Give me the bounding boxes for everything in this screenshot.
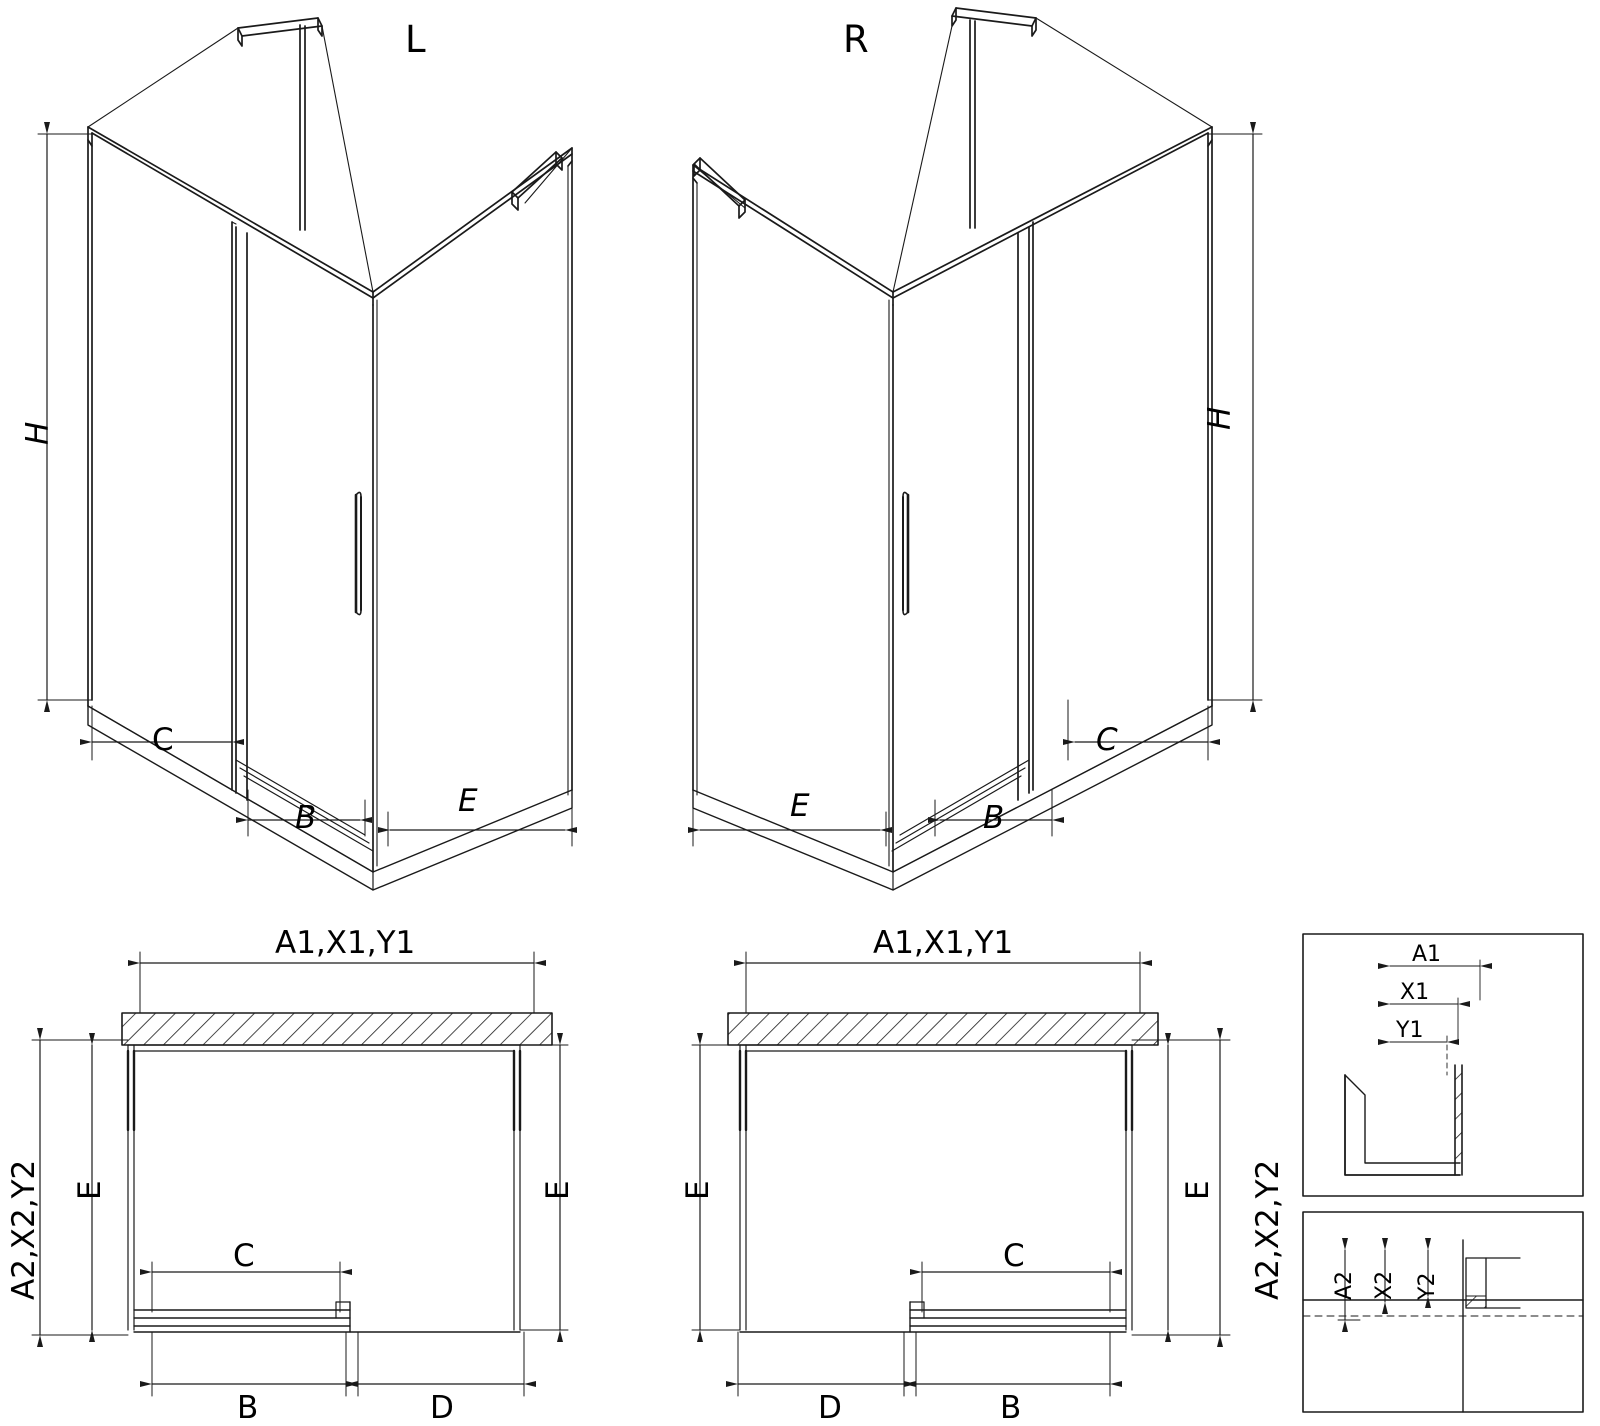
iso-right-dim-c: C (1096, 722, 1118, 758)
detail-view-top (1303, 934, 1583, 1196)
plan-left-d-dim: D (430, 1390, 454, 1426)
plan-left-b-dim: B (237, 1390, 259, 1426)
detail-bottom-dim-y2: Y2 (1415, 1272, 1440, 1300)
iso-left-dim-e: E (458, 783, 478, 819)
iso-right-dim-b: B (983, 800, 1005, 836)
iso-left-variant-label: L (405, 18, 426, 61)
plan-right-outer-dim: A2,X2,Y2 (1250, 1159, 1286, 1300)
plan-right-left-e-dim: E (680, 1180, 716, 1200)
detail-top-dim-y1: Y1 (1396, 1018, 1424, 1043)
plan-left-inner-e-dim: E (72, 1180, 108, 1200)
plan-view-left (32, 952, 568, 1396)
iso-right-dim-e: E (790, 788, 810, 824)
plan-right-top-dim: A1,X1,Y1 (873, 925, 1014, 961)
detail-bottom-dim-a2: A2 (1332, 1270, 1357, 1300)
iso-left-dim-b: B (295, 800, 317, 836)
detail-top-dim-a1: A1 (1412, 942, 1442, 967)
plan-left-c-dim: C (233, 1238, 255, 1274)
plan-right-b-dim: B (1000, 1390, 1022, 1426)
plan-right-inner-e-dim: E (1180, 1180, 1216, 1200)
iso-view-left (38, 18, 572, 890)
detail-top-dim-x1: X1 (1400, 980, 1430, 1005)
plan-left-top-dim: A1,X1,Y1 (275, 925, 416, 961)
plan-right-c-dim: C (1003, 1238, 1025, 1274)
plan-right-d-dim: D (818, 1390, 842, 1426)
iso-view-right (693, 8, 1262, 890)
plan-view-right (692, 952, 1230, 1396)
plan-left-right-e-dim: E (540, 1180, 576, 1200)
iso-left-height-label: H (20, 421, 56, 445)
iso-right-variant-label: R (843, 18, 869, 61)
iso-left-dim-c: C (152, 722, 174, 758)
detail-bottom-dim-x2: X2 (1372, 1270, 1397, 1300)
detail-view-bottom (1303, 1212, 1583, 1412)
plan-left-outer-dim: A2,X2,Y2 (6, 1159, 42, 1300)
iso-right-height-label: H (1202, 406, 1238, 430)
